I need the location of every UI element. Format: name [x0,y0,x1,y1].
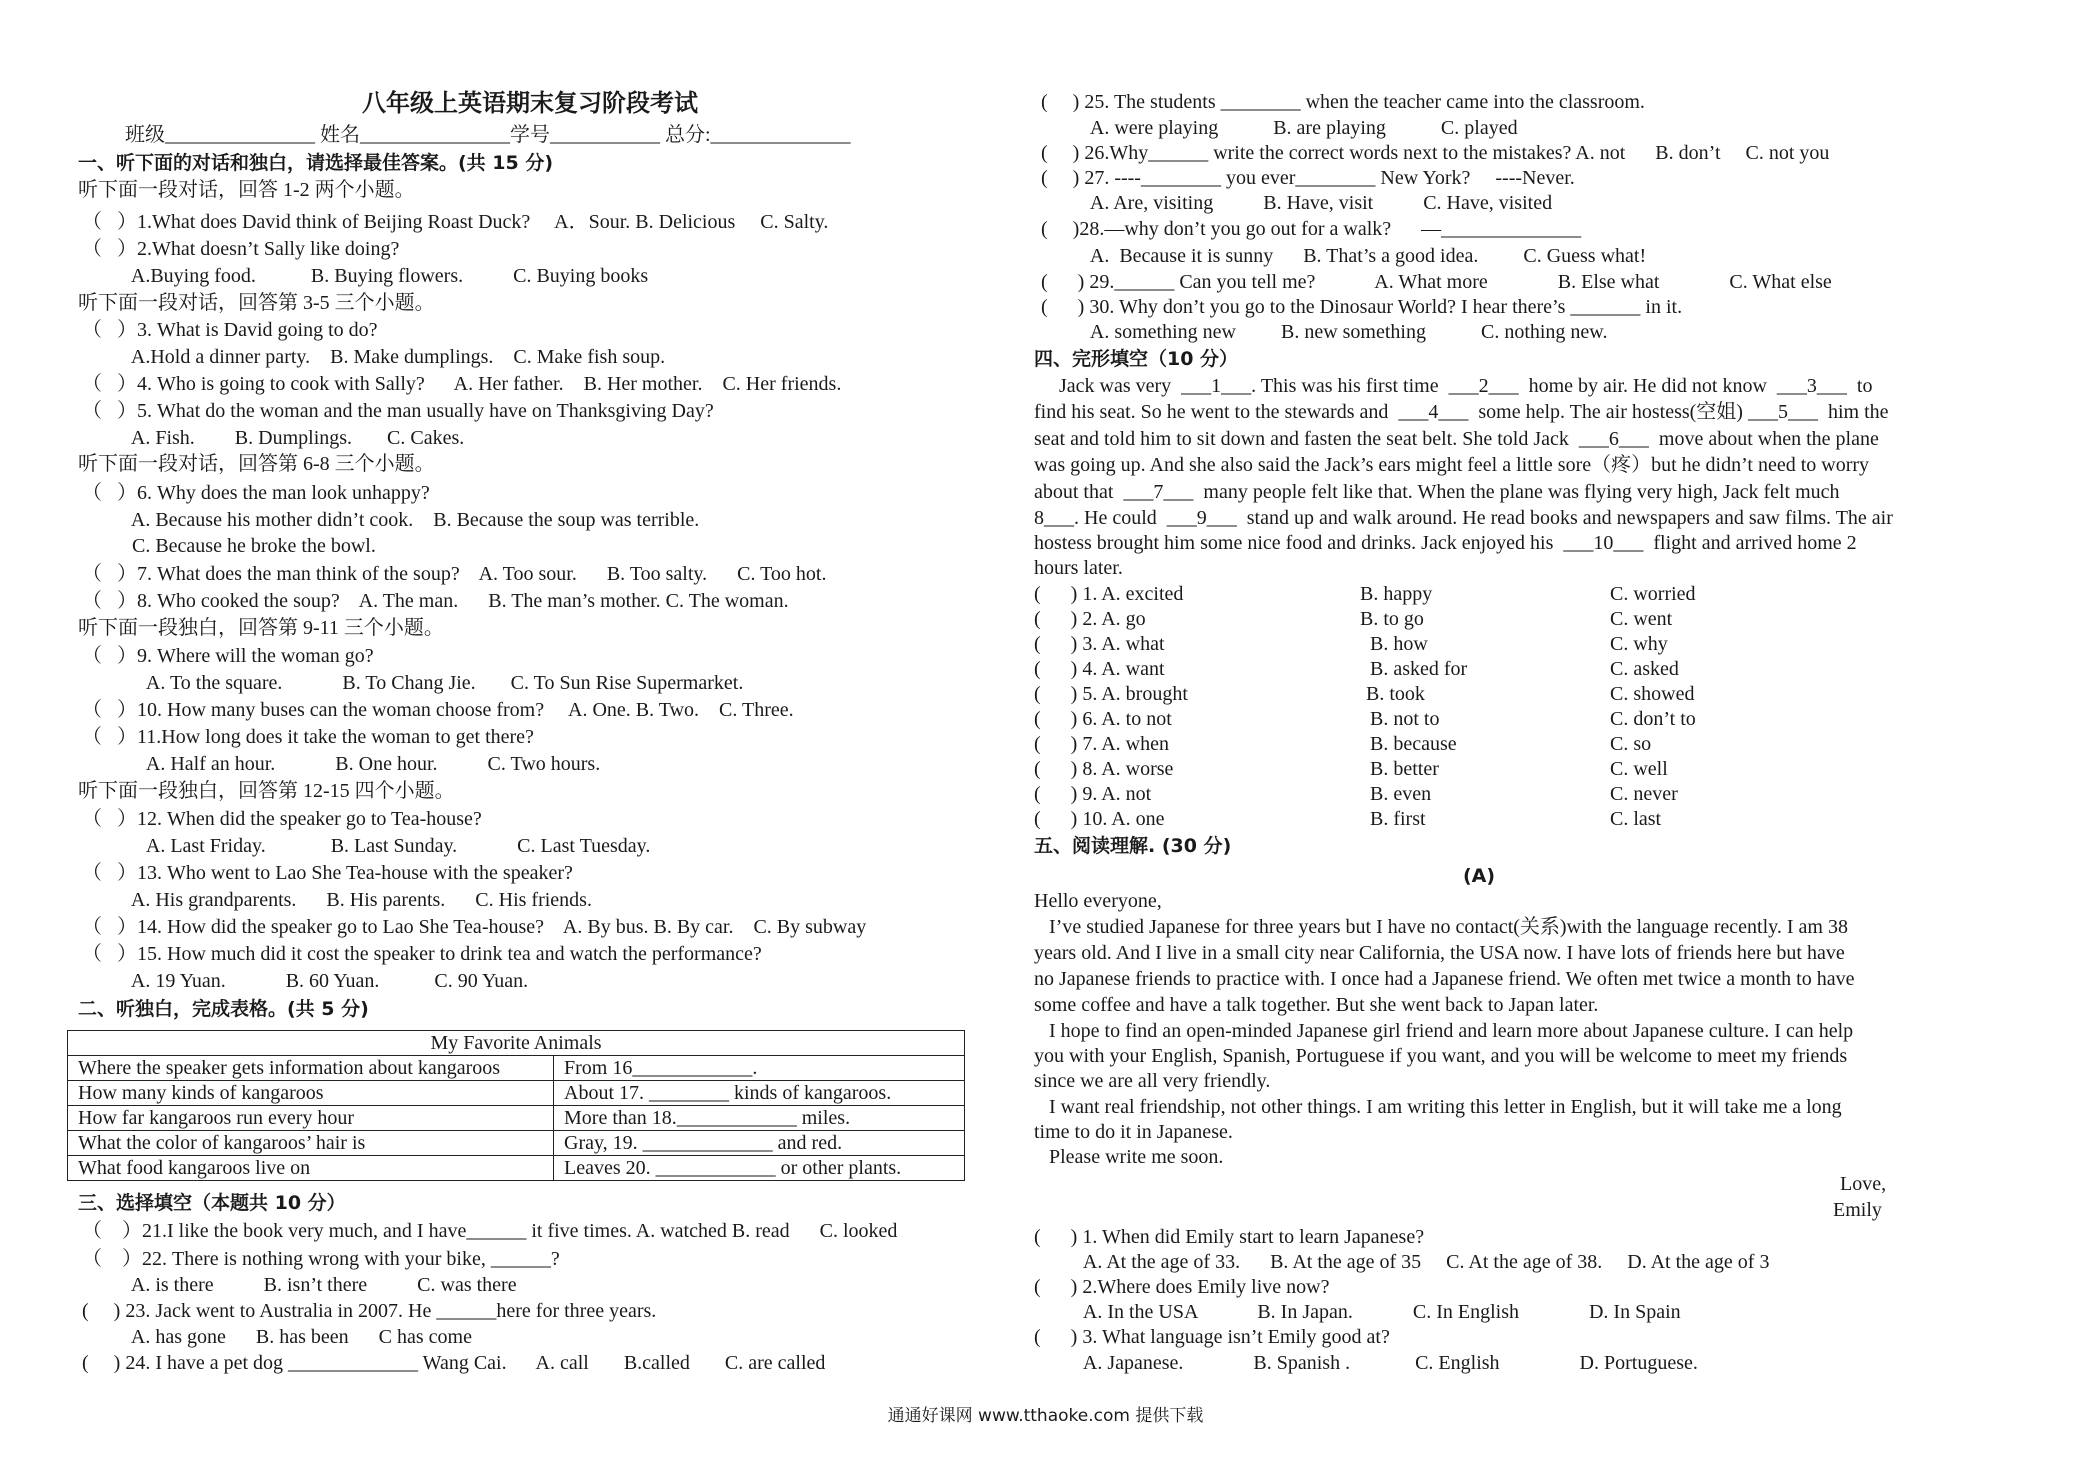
question-13-options: A. His grandparents. B. His parents. C. His friends. [82,889,592,911]
letter-line: I want real friendship, not other things. I am writing this letter in English, but it will take me a long [1034,1096,1842,1118]
question-5: （ ）5. What do the woman and the man usually have on Thanksgiving Day? [82,400,714,422]
cloze-option-stem: ( ) 3. A. what [1034,633,1165,655]
table-row [68,1131,965,1156]
cloze-line: seat and told him to sit down and fasten the seat belt. She told Jack ___6___ move about when the plane [1034,428,1879,450]
question-12-options: A. Last Friday. B. Last Sunday. C. Last Tuesday. [82,835,651,857]
table-row [68,1056,965,1081]
cloze-option-c: C. asked [1610,658,1679,680]
instruction: 听下面一段对话，回答第 3-5 三个小题。 [78,292,435,314]
letter-line: Hello everyone, [1034,890,1162,912]
section-5-heading: 五、阅读理解. (30 分) [1034,835,1232,857]
instruction: 听下面一段对话，回答 1-2 两个小题。 [78,179,415,201]
table-cell: How many kinds of kangaroos [68,1081,554,1106]
instruction: 听下面一段独白，回答第 9-11 三个小题。 [78,617,444,639]
letter-closing: Love, [1840,1173,1887,1195]
cloze-option-stem: ( ) 8. A. worse [1034,758,1174,780]
cloze-option-stem: ( ) 7. A. when [1034,733,1169,755]
question-14: （ ）14. How did the speaker go to Lao She Tea-house? A. By bus. B. By car. C. By subway [82,916,867,938]
instruction: 听下面一段对话，回答第 6-8 三个小题。 [78,453,435,475]
table-caption: My Favorite Animals [68,1031,965,1056]
table-cell: Where the speaker gets information about kangaroos [68,1056,554,1081]
cloze-option-b: B. even [1370,783,1432,805]
table-cell: More than 18.____________ miles. [554,1106,965,1131]
question-27-options: A. Are, visiting B. Have, visit C. Have, visited [1041,192,1553,214]
question-12: （ ）12. When did the speaker go to Tea-house? [82,808,482,830]
question-29: ( ) 29.______ Can you tell me? A. What more B. Else what C. What else [1041,271,1832,293]
question-4: （ ）4. Who is going to cook with Sally? A. Her father. B. Her mother. C. Her friends. [82,373,842,395]
cloze-option-stem: ( ) 2. A. go [1034,608,1146,630]
cloze-option-b: B. happy [1360,583,1433,605]
question-27: ( ) 27. ----________ you ever________ New York? ----Never. [1041,167,1575,189]
cloze-option-c: C. went [1610,608,1673,630]
question-15: （ ）15. How much did it cost the speaker to drink tea and watch the performance? [82,943,762,965]
question-23-options: A. has gone B. has been C has come [82,1326,472,1348]
question-28: ( )28.—why don’t you go out for a walk? —______________ [1041,218,1582,240]
letter-line: I hope to find an open-minded Japanese girl friend and learn more about Japanese culture. I can help [1034,1020,1854,1042]
question-24: ( ) 24. I have a pet dog _____________ Wang Cai. A. call B.called C. are called [82,1352,826,1374]
reading-question-1: ( ) 1. When did Emily start to learn Japanese? [1034,1226,1425,1248]
letter-line: I’ve studied Japanese for three years but I have no contact(关系)with the language recently. I am 38 [1034,916,1848,938]
cloze-option-b: B. took [1366,683,1425,705]
cloze-line: hours later. [1034,557,1123,579]
question-15-options: A. 19 Yuan. B. 60 Yuan. C. 90 Yuan. [82,970,529,992]
reading-question-1-options: A. At the age of 33. B. At the age of 35 C. At the age of 38. D. At the age of 3 [1034,1251,1770,1273]
cloze-option-stem: ( ) 6. A. to not [1034,708,1172,730]
cloze-line: Jack was very ___1___. This was his first time ___2___ home by air. He did not know ___3___ to [1034,375,1873,397]
student-info-line: 班级_______________ 姓名_______________学号___________ 总分:______________ [125,124,851,146]
cloze-option-c: C. worried [1610,583,1696,605]
table-cell: What food kangaroos live on [68,1156,554,1181]
passage-label: (A) [1463,865,1496,887]
question-8: （ ）8. Who cooked the soup? A. The man. B. The man’s mother. C. The woman. [82,590,789,612]
reading-question-3-options: A. Japanese. B. Spanish . C. English D. Portuguese. [1034,1352,1698,1374]
cloze-option-stem: ( ) 9. A. not [1034,783,1152,805]
question-23: ( ) 23. Jack went to Australia in 2007. He ______here for three years. [82,1300,657,1322]
question-30-options: A. something new B. new something C. nothing new. [1041,321,1608,343]
letter-line: since we are all very friendly. [1034,1070,1271,1092]
cloze-line: find his seat. So he went to the stewards and ___4___ some help. The air hostess(空姐) ___5___ him the [1034,401,1889,423]
table-cell: About 17. ________ kinds of kangaroos. [554,1081,965,1106]
question-11: （ ）11.How long does it take the woman to get there? [82,726,534,748]
cloze-option-b: B. better [1370,758,1439,780]
cloze-option-c: C. so [1610,733,1652,755]
section-2-heading: 二、听独白，完成表格。(共 5 分) [78,998,369,1020]
letter-line: Please write me soon. [1034,1146,1224,1168]
table-cell: From 16____________. [554,1056,965,1081]
table-cell: Gray, 19. _____________ and red. [554,1131,965,1156]
question-6-option-c: C. Because he broke the bowl. [82,535,376,557]
cloze-option-c: C. never [1610,783,1678,805]
question-9-options: A. To the square. B. To Chang Jie. C. To Sun Rise Supermarket. [82,672,744,694]
question-6: （ ）6. Why does the man look unhappy? [82,482,430,504]
cloze-option-c: C. last [1610,808,1662,830]
instruction: 听下面一段独白，回答第 12-15 四个小题。 [78,780,455,802]
question-6-options: A. Because his mother didn’t cook. B. Because the soup was terrible. [82,509,700,531]
question-3: （ ）3. What is David going to do? [82,319,378,341]
question-2: （ ）2.What doesn’t Sally like doing? [82,238,400,260]
table-row [68,1106,965,1131]
question-10: （ ）10. How many buses can the woman choose from? A. One. B. Two. C. Three. [82,699,794,721]
cloze-option-stem: ( ) 10. A. one [1034,808,1165,830]
table-cell: What the color of kangaroos’ hair is [68,1131,554,1156]
footer-credit: 通通好课网 www.tthaoke.com 提供下载 [887,1406,1204,1426]
question-7: （ ）7. What does the man think of the soup? A. Too sour. B. Too salty. C. Too hot. [82,563,827,585]
question-22-options: A. is there B. isn’t there C. was there [82,1274,517,1296]
letter-signature: Emily [1833,1199,1882,1221]
cloze-line: 8___. He could ___9___ stand up and walk around. He read books and newspapers and saw films. The air [1034,507,1893,529]
letter-line: you with your English, Spanish, Portuguese if you want, and you will be welcome to meet my friends [1034,1045,1848,1067]
cloze-option-b: B. to go [1360,608,1424,630]
question-5-options: A. Fish. B. Dumplings. C. Cakes. [82,427,465,449]
cloze-option-stem: ( ) 1. A. excited [1034,583,1184,605]
section-4-heading: 四、完形填空（10 分） [1034,348,1239,370]
favorite-animals-table [67,1030,965,1181]
cloze-option-c: C. well [1610,758,1668,780]
section-1-heading: 一、听下面的对话和独白，请选择最佳答案。(共 15 分) [78,152,554,174]
section-3-heading: 三、选择填空（本题共 10 分） [78,1192,346,1214]
reading-question-2-options: A. In the USA B. In Japan. C. In English D. In Spain [1034,1301,1681,1323]
question-1: （ ）1.What does David think of Beijing Roast Duck? A．Sour. B. Delicious C. Salty. [82,211,829,233]
cloze-line: about that ___7___ many people felt like that. When the plane was flying very high, Jack felt much [1034,481,1840,503]
cloze-option-stem: ( ) 4. A. want [1034,658,1165,680]
question-9: （ ）9. Where will the woman go? [82,645,374,667]
cloze-option-b: B. asked for [1370,658,1468,680]
cloze-option-b: B. how [1370,633,1428,655]
question-22: （ ）22. There is nothing wrong with your bike, ______? [82,1248,560,1270]
letter-line: time to do it in Japanese. [1034,1121,1233,1143]
cloze-option-b: B. not to [1370,708,1440,730]
letter-line: some coffee and have a talk together. But she went back to Japan later. [1034,994,1599,1016]
letter-line: no Japanese friends to practice with. I once had a Japanese friend. We often met twice a month to have [1034,968,1855,990]
cloze-option-b: B. first [1370,808,1426,830]
cloze-line: hostess brought him some nice food and drinks. Jack enjoyed his ___10___ flight and arrived home 2 [1034,532,1857,554]
question-25: ( ) 25. The students ________ when the teacher came into the classroom. [1041,91,1645,113]
cloze-option-b: B. because [1370,733,1457,755]
cloze-option-c: C. why [1610,633,1668,655]
question-3-options: A.Hold a dinner party. B. Make dumplings. C. Make fish soup. [82,346,666,368]
question-25-options: A. were playing B. are playing C. played [1041,117,1518,139]
reading-question-3: ( ) 3. What language isn’t Emily good at? [1034,1326,1390,1348]
question-30: ( ) 30. Why don’t you go to the Dinosaur World? I hear there’s _______ in it. [1041,296,1683,318]
reading-question-2: ( ) 2.Where does Emily live now? [1034,1276,1330,1298]
cloze-line: was going up. And she also said the Jack’s ears might feel a little sore（疼）but he didn’t need to worry [1034,454,1870,476]
table-cell: Leaves 20. ____________ or other plants. [554,1156,965,1181]
question-11-options: A. Half an hour. B. One hour. C. Two hours. [82,753,601,775]
question-21: （ ）21.I like the book very much, and I have______ it five times. A. watched B. read C. looked [82,1220,898,1242]
table-row [68,1081,965,1106]
question-2-options: A.Buying food. B. Buying flowers. C. Buying books [82,265,649,287]
cloze-option-stem: ( ) 5. A. brought [1034,683,1188,705]
cloze-option-c: C. don’t to [1610,708,1696,730]
question-28-options: A. Because it is sunny B. That’s a good idea. C. Guess what! [1041,245,1647,267]
question-26: ( ) 26.Why______ write the correct words next to the mistakes? A. not B. don’t C. not you [1041,142,1830,164]
exam-title: 八年级上英语期末复习阶段考试 [362,89,698,117]
cloze-option-c: C. showed [1610,683,1695,705]
table-row [68,1156,965,1181]
question-13: （ ）13. Who went to Lao She Tea-house with the speaker? [82,862,573,884]
letter-line: years old. And I live in a small city near California, the USA now. I have lots of friends here but have [1034,942,1845,964]
table-cell: How far kangaroos run every hour [68,1106,554,1131]
